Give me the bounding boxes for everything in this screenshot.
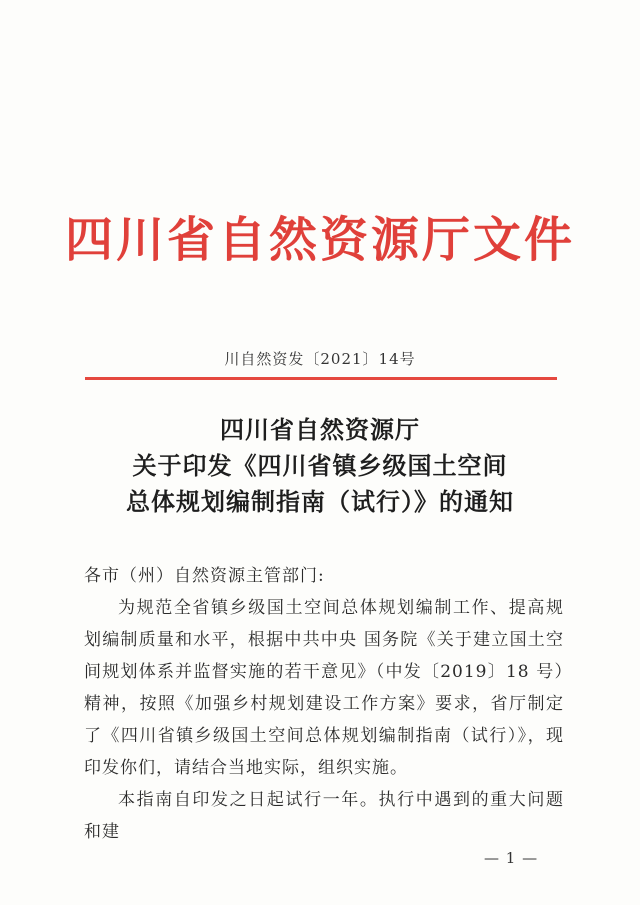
body-paragraph: 本指南自印发之日起试行一年。执行中遇到的重大问题和建 (84, 790, 564, 842)
body-paragraph: 为规范全省镇乡级国土空间总体规划编制工作、提高规划编制质量和水平，根据中共中央 国务院《关于建立国土空间规划体系并监督实施的若干意见》（中发〔2019〕18 号）精神，按照《加强乡村规划建设工作方案》要求，省厅制定了《四川省镇乡级国土空间总体规划编制指南（试行）》，现印发你们，请结合当地实际，组织实施。 (84, 598, 564, 778)
notice-title-line: 四川省自然资源厅 (220, 415, 420, 444)
notice-title-line: 总体规划编制指南（试行）》的通知 (126, 487, 514, 516)
document-number: 川自然资发〔2021〕14号 (224, 350, 416, 368)
notice-title (0, 412, 640, 520)
page-number: — 1 — (484, 849, 539, 867)
salutation: 各市（州）自然资源主管部门: (84, 566, 325, 586)
issuer-header-title: 四川省自然资源厅文件 (64, 212, 575, 268)
notice-body (84, 560, 564, 848)
red-separator-rule (85, 377, 557, 380)
notice-title-line: 关于印发《四川省镇乡级国土空间 (132, 451, 508, 480)
